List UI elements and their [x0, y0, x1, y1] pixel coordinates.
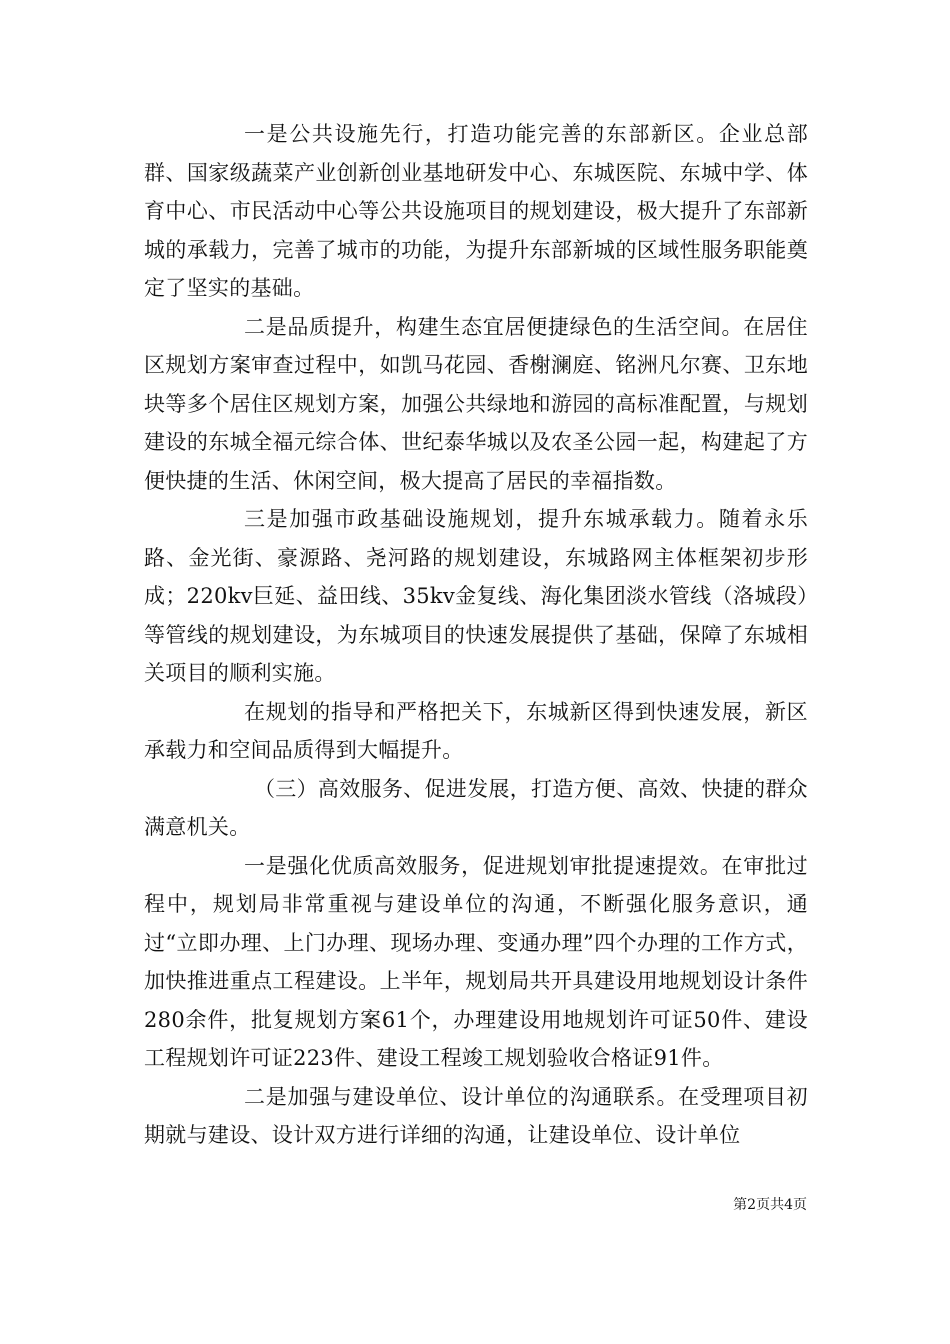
document-body — [144, 115, 808, 1155]
paragraph-approval-efficiency: 一是强化优质高效服务，促进规划审批提速提效。在审批过程中，规划局非常重视与建设单位的沟通，不断强化服务意识，通过“立即办理、上门办理、现场办理、变通办理”四个办理的工作方式，加快推进重点工程建设。上半年，规划局共开具建设用地规划设计条件280余件，批复规划方案61个，办理建设用地规划许可证50件、建设工程规划许可证223件、建设工程竣工规划验收合格证91件。 — [144, 853, 808, 1070]
section-heading-efficient-service: （三）高效服务、促进发展，打造方便、高效、快捷的群众满意机关。 — [144, 776, 808, 839]
page-footer — [0, 1196, 807, 1214]
paragraph-quality-improvement: 二是品质提升，构建生态宜居便捷绿色的生活空间。在居住区规划方案审查过程中，如凯马花园、香榭澜庭、铭洲凡尔赛、卫东地块等多个居住区规划方案，加强公共绿地和游园的高标准配置，与规划建设的东城全福元综合体、世纪泰华城以及农圣公园一起，构建起了方便快捷的生活、休闲空间，极大提高了居民的幸福指数。 — [144, 314, 808, 493]
paragraph-public-facilities: 一是公共设施先行，打造功能完善的东部新区。企业总部群、国家级蔬菜产业创新创业基地研发中心、东城医院、东城中学、体育中心、市民活动中心等公共设施项目的规划建设，极大提升了东部新城的承载力，完善了城市的功能，为提升东部新城的区域性服务职能奠定了坚实的基础。 — [144, 122, 808, 300]
paragraph-municipal-infrastructure: 三是加强市政基础设施规划，提升东城承载力。随着永乐路、金光街、豪源路、尧河路的规划建设，东城路网主体框架初步形成；220kv巨延、益田线、35kv金复线、海化集团淡水管线（洛城段）等管线的规划建设，为东城项目的快速发展提供了基础，保障了东城相关项目的顺利实施。 — [144, 507, 808, 685]
paragraph-summary: 在规划的指导和严格把关下，东城新区得到快速发展，新区承载力和空间品质得到大幅提升。 — [144, 699, 808, 762]
paragraph-communication: 二是加强与建设单位、设计单位的沟通联系。在受理项目初期就与建设、设计双方进行详细的沟通，让建设单位、设计单位 — [144, 1084, 808, 1147]
page-number: 第2页共4页 — [733, 1197, 807, 1213]
